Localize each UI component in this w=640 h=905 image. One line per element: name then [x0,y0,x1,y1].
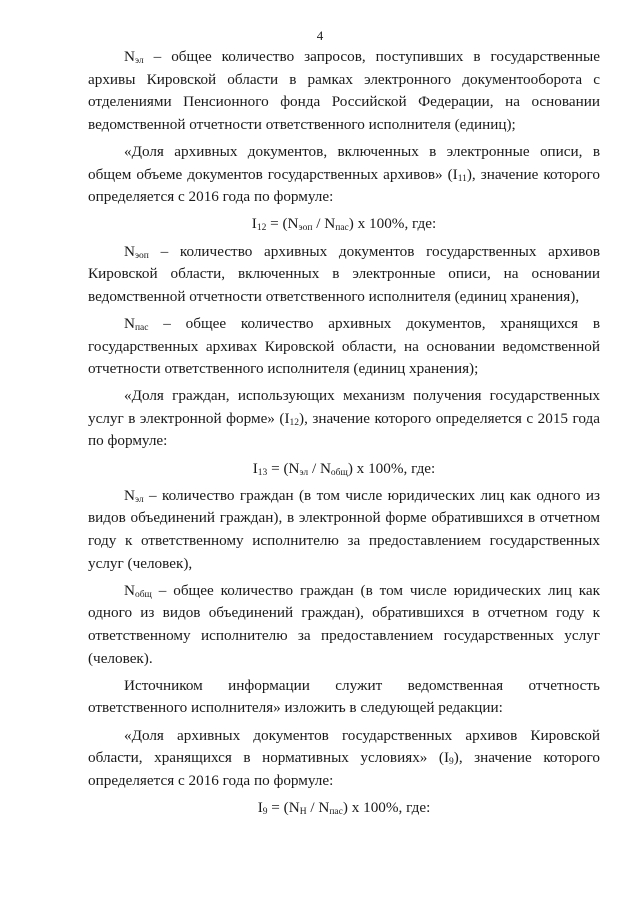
definition-n-pas: $N_{пас}$ – общее количество архивных документов, хранящихся в государственных архивах Кировской области, на основании ведомственной отчетности ответственного исполнителя (единиц хранения); [88,314,600,378]
indicator-normative-storage-share: «Доля архивных документов государственных архивов Кировской области, хранящихся в нормативных условиях» $(I_9)$, значение которого определяется с 2016 года по формуле: [88,726,600,789]
document-body [88,46,600,824]
definition-n-eop: $N_{эоп}$ – количество архивных документов государственных архивов Кировской области, включенных в электронные описи, на основании ведомственной отчетности ответственного исполнителя (единиц хранения), [88,242,600,305]
formula-i13: $I_{13} = (N_{эл} / N_{общ})$ x 100%, где: [252,459,436,478]
page-number: 4 [316,28,324,43]
formula-i9: $I_9 = (N_Н / N_{пас})$ x 100%, где: [257,798,431,817]
indicator-e-services-share: «Доля граждан, использующих механизм получения государственных услуг в электронной форме» $(I_{12})$, значение которого определяется с 2015 года по формуле: [88,387,600,450]
formula-i12: $I_{12} = (N_{эоп} / N_{пас})$ x 100%, где: [251,215,437,234]
indicator-e-inventory-share: «Доля архивных документов, включенных в электронные описи, в общем объеме документов государственных архивов» $(I_{11})$, значение которого определяется с 2016 года по формуле: [88,142,600,206]
definition-n-el-citizens: $N_{эл}$ – количество граждан (в том числе юридических лиц как одного из видов объединений граждан), в электронной форме обратившихся в отчетном году к ответственному исполнителю за предоставлением государственных услуг (человек), [88,486,600,572]
definition-n-obshch: $N_{общ}$ – общее количество граждан (в том числе юридических лиц как одного из видов объединений граждан), обратившихся в отчетном году к ответственному исполнителю за предоставлением государственных услуг (человек). [88,581,600,667]
information-source-note: Источником информации служит ведомственная отчетность ответственного исполнителя» изложить в следующей редакции: [88,676,600,717]
definition-n-el-requests: $N_{эл}$ – общее количество запросов, поступивших в государственные архивы Кировской области в рамках электронного документооборота с отделениями Пенсионного фонда Российской Федерации, на основании ведомственной отчетности ответственного исполнителя (единиц); [88,48,600,133]
